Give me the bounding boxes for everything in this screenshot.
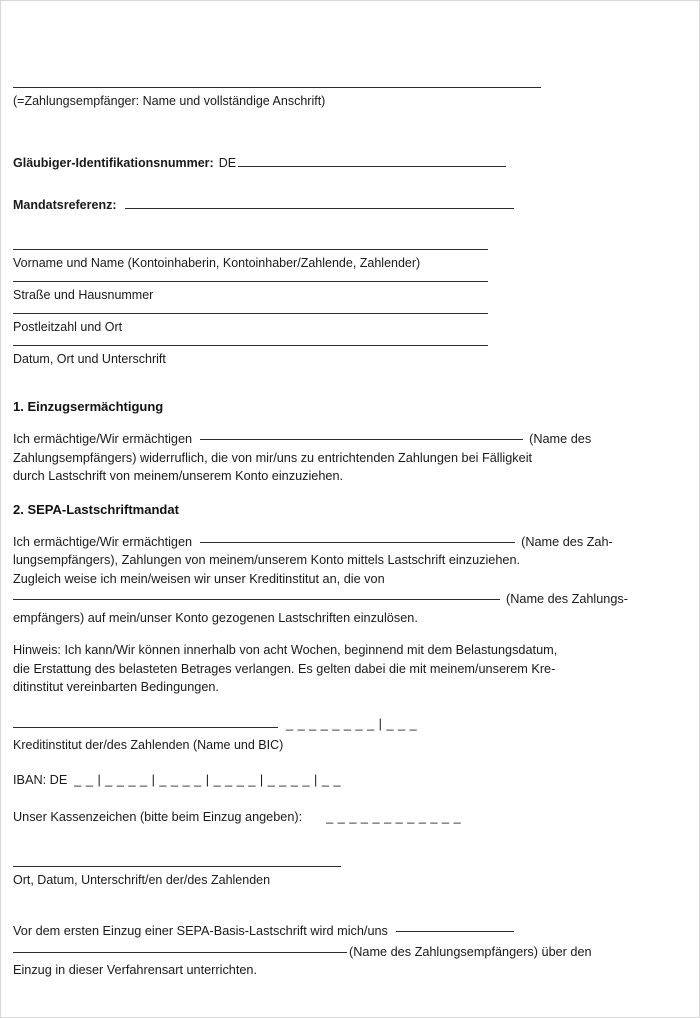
section2-note-line1: Hinweis: Ich kann/Wir können innerhalb von acht Wochen, beginnend mit dem Belastungsdatum, [13, 643, 558, 657]
section1-line1 [13, 428, 689, 449]
spacer-11 [13, 517, 689, 531]
payer-city-rule[interactable] [13, 313, 488, 314]
section1-line3: durch Lastschrift von meinem/unserem Konto einzuziehen. [13, 469, 344, 483]
section1-heading: 1. Einzugsermächtigung [13, 399, 164, 414]
spacer-8 [13, 367, 689, 399]
bank-bic-caption: Kreditinstitut der/des Zahlenden (Name und BIC) [13, 738, 284, 752]
bank-bic-row [13, 715, 689, 734]
payer-date-caption: Datum, Ort und Unterschrift [13, 352, 166, 366]
section2-note-line3: ditinstitut vereinbarten Bedingungen. [13, 680, 219, 694]
mandate-ref-field[interactable] [125, 197, 514, 209]
payer-city-caption: Postleitzahl und Ort [13, 320, 123, 334]
spacer-10 [13, 486, 689, 502]
section1-line1-text-b: (Name des [529, 432, 592, 446]
iban-row [13, 771, 689, 790]
spacer-6 [13, 303, 689, 313]
spacer-17 [13, 888, 689, 920]
section2-line4 [13, 588, 689, 609]
section2-line3: Zugleich weise ich mein/weisen wir unser Kreditinstitut an, die von [13, 571, 385, 586]
creditor-id-field[interactable] [238, 155, 506, 167]
section1-line2: Zahlungsempfängers) widerruflich, die von mir/uns zu entrichtenden Zahlungen bei Fälligkeit [13, 450, 533, 465]
creditor-id-label: Gläubiger-Identifikationsnummer: [13, 156, 214, 170]
spacer-2 [13, 131, 689, 155]
document-content [13, 1, 689, 980]
spacer-4 [13, 213, 689, 249]
spacer-after-payee [13, 109, 689, 131]
kassenzeichen-label: Unser Kassenzeichen (bitte beim Einzug angeben): [13, 809, 303, 824]
section1-line1-text-a: Ich ermächtige/Wir ermächtigen [13, 432, 193, 446]
top-margin [13, 1, 689, 87]
section2-payee-field-1[interactable] [200, 531, 515, 543]
creditor-id-prefix: DE [218, 156, 237, 170]
payer-street-rule[interactable] [13, 281, 488, 282]
payer-date-rule[interactable] [13, 345, 488, 346]
section2-line4-text-b: (Name des Zahlungs- [506, 592, 628, 606]
payer-name-rule[interactable] [13, 249, 488, 250]
section2-line1-text-b: (Name des Zah- [521, 534, 613, 549]
section2-line1-text-a: Ich ermächtige/Wir ermächtigen [13, 534, 193, 549]
footer-line3: Einzug in dieser Verfahrensart unterrichten. [13, 963, 258, 977]
section2-line1 [13, 531, 689, 552]
section1-payee-field[interactable] [200, 428, 523, 440]
footer-line1-text: Vor dem ersten Einzug einer SEPA-Basis-Lastschrift wird mich/uns [13, 924, 388, 938]
payee-address-rule [13, 87, 541, 88]
footer-line2 [13, 941, 689, 962]
spacer-7 [13, 335, 689, 345]
payee-caption: (=Zahlungsempfänger: Name und vollständige Anschrift) [13, 94, 326, 108]
iban-dashes[interactable]: _ _ | _ _ _ _ | _ _ _ _ | _ _ _ _ | _ _ _ _ | _ _ [74, 773, 341, 787]
footer-payee-field-1[interactable] [396, 920, 514, 932]
spacer-16 [13, 826, 689, 866]
spacer-13 [13, 697, 689, 715]
signature-rule[interactable] [13, 866, 341, 867]
section2-line2: lungsempfängers), Zahlungen von meinem/unserem Konto mittels Lastschrift einzuziehen. [13, 553, 521, 567]
spacer-15 [13, 790, 689, 808]
payer-name-caption: Vorname und Name (Kontoinhaberin, Kontoinhaber/Zahlende, Zahlender) [13, 256, 421, 270]
payer-street-caption: Straße und Hausnummer [13, 288, 154, 302]
bic-dashes: _ _ _ _ _ _ _ _ | _ _ _ [286, 716, 418, 731]
footer-payee-field-2[interactable] [13, 941, 347, 953]
mandate-ref-label: Mandatsreferenz: [13, 198, 117, 212]
creditor-id-row [13, 155, 689, 171]
bank-name-field[interactable] [13, 716, 278, 728]
footer-line2-text: (Name des Zahlungsempfängers) über den [349, 944, 592, 959]
spacer-12 [13, 627, 689, 641]
mandate-reference-row [13, 197, 689, 213]
iban-label: IBAN: DE [13, 773, 68, 787]
section2-payee-field-2[interactable] [13, 588, 500, 600]
section2-line5: empfängers) auf mein/unser Konto gezogenen Lastschriften einzulösen. [13, 610, 418, 625]
spacer-3 [13, 171, 689, 197]
section2-note-line2: die Erstattung des belasteten Betrages verlangen. Es gelten dabei die mit meinem/unserem Kre- [13, 661, 556, 676]
signature-caption: Ort, Datum, Unterschrift/en der/des Zahlenden [13, 873, 271, 887]
section2-heading: 2. SEPA-Lastschriftmandat [13, 501, 179, 517]
kassenzeichen-row [13, 808, 689, 827]
spacer-9 [13, 414, 689, 428]
spacer-14 [13, 753, 689, 771]
spacer-5 [13, 271, 689, 281]
kassenzeichen-dashes[interactable]: _ _ _ _ _ _ _ _ _ _ _ _ [326, 809, 462, 824]
footer-line1 [13, 920, 689, 941]
